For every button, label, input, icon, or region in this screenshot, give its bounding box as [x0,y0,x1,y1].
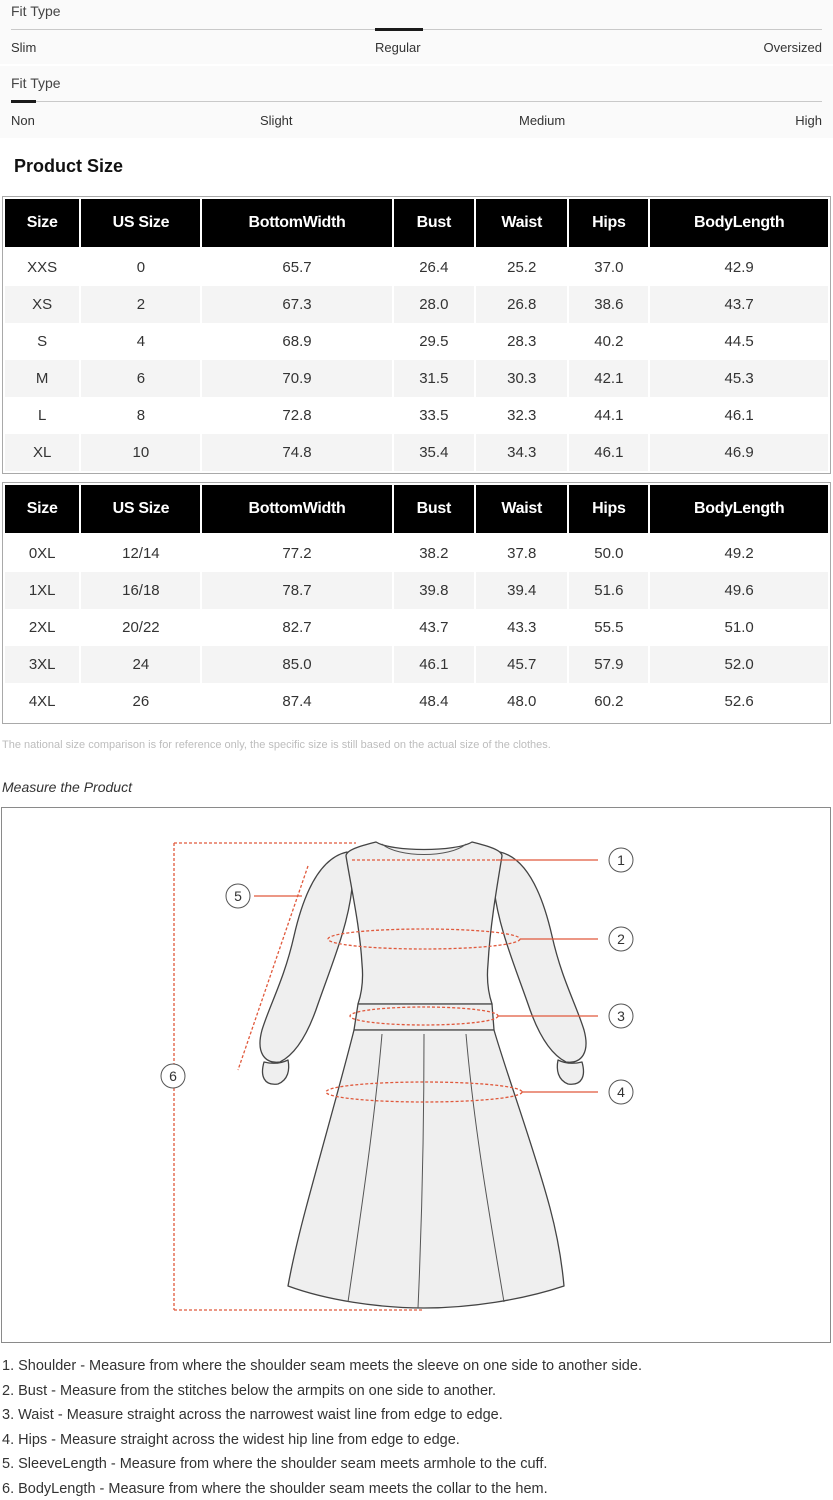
table-cell: 52.0 [650,646,828,683]
table-cell: 77.2 [282,545,312,562]
table-row [5,535,828,572]
table-row [5,249,828,286]
table-row [5,683,828,720]
table-cell: 72.8 [282,407,312,424]
table-cell: 4 [136,333,146,350]
instruction-waist: 3. Waist - Measure straight across the narrowest waist line from edge to edge. [2,1407,503,1424]
table-cell: 31.5 [394,360,474,397]
table-cell: 43.7 [419,619,449,636]
table-cell: 42.1 [569,360,648,397]
table-cell: 25.2 [507,259,537,276]
table-row [5,286,828,323]
marker-5: 5 [234,888,242,904]
instruction-shoulder: 1. Shoulder - Measure from where the shoulder seam meets the sleeve on one side to another side. [2,1358,642,1374]
table-cell: 85.0 [202,646,391,683]
fit-type-selected-marker [11,100,36,103]
table-cell: 51.6 [569,572,648,609]
table-cell: 39.8 [394,572,474,609]
table-cell: 70.9 [202,360,391,397]
marker-2: 2 [617,931,625,947]
table-cell: 46.9 [650,434,828,471]
table-cell: 74.8 [202,434,391,471]
table-cell: 78.7 [202,572,391,609]
table-cell: 0XL [28,545,56,562]
table-row [5,323,828,360]
table-cell: 45.3 [650,360,828,397]
table-cell: 16/18 [81,572,200,609]
measure-instructions [2,1356,832,1500]
table-cell: 43.3 [507,619,537,636]
table-cell: 50.0 [594,545,624,562]
marker-1: 1 [617,852,625,868]
table-cell: 68.9 [282,333,312,350]
table-cell: 2 [81,286,200,323]
table-cell: XL [5,434,79,471]
fit-type-title: Fit Type [11,3,61,19]
table-cell: 2XL [28,619,56,636]
table-cell: 57.9 [569,646,648,683]
table-cell: 51.0 [724,619,754,636]
table-cell: 4XL [28,693,56,710]
column-header: US Size [81,483,200,535]
table-row [5,646,828,683]
right-cuff [557,1060,583,1084]
bodice [346,842,502,1004]
marker-6: 6 [169,1068,177,1084]
fit-option-slight: Slight [260,113,293,128]
table-cell: 12/14 [122,545,160,562]
column-header: Hips [569,197,648,249]
table-cell: 49.2 [724,545,754,562]
fit-option-medium: Medium [519,113,566,128]
table-cell: 46.1 [394,646,474,683]
table-cell: 46.1 [569,434,648,471]
table-cell: 28.3 [507,333,537,350]
table-cell: 26.8 [476,286,567,323]
table-cell: XS [5,286,79,323]
table-cell: L [38,407,47,424]
table-row [5,434,828,471]
table-row [5,360,828,397]
table-cell: 52.6 [724,693,754,710]
table-cell: 26 [132,693,150,710]
fit-type-track [11,101,822,102]
table-cell: 28.0 [394,286,474,323]
table-cell: 38.2 [419,545,449,562]
table-cell: M [5,360,79,397]
dress-illustration [2,808,832,1344]
table-cell: 55.5 [594,619,624,636]
instruction-hips: 4. Hips - Measure straight across the widest hip line from edge to edge. [2,1431,460,1448]
instruction-body-length: 6. BodyLength - Measure from where the shoulder seam meets the collar to the hem. [2,1480,548,1497]
table-cell: 38.6 [569,286,648,323]
table-cell: 65.7 [282,259,312,276]
size-note: The national size comparison is for reference only, the specific size is still based on the actual size of the clothes. [2,739,551,751]
table-cell: 48.0 [507,693,537,710]
fit-option-high: High [795,113,822,128]
measure-diagram [1,807,831,1343]
table-cell: 37.0 [594,259,624,276]
column-header: Hips [569,483,648,535]
table-cell: 20/22 [122,619,160,636]
column-header: BottomWidth [202,483,391,535]
column-header: BottomWidth [202,197,391,249]
table-cell: 67.3 [202,286,391,323]
skirt [288,1030,564,1308]
marker-3: 3 [617,1008,625,1024]
table-cell: 43.7 [650,286,828,323]
column-header: US Size [81,197,200,249]
column-header: Size [5,483,79,535]
table-cell: 10 [81,434,200,471]
table-cell: 32.3 [507,407,537,424]
fit-type-slim-regular-oversized [0,0,833,64]
table-cell: 44.5 [724,333,754,350]
table-cell: 45.7 [476,646,567,683]
table-cell: 8 [136,407,146,424]
waistband [354,1004,494,1030]
table-cell: 48.4 [419,693,449,710]
column-header: BodyLength [650,483,828,535]
left-sleeve [260,852,352,1062]
table-row [5,572,828,609]
column-header: Waist [476,197,567,249]
table-cell: 42.9 [724,259,754,276]
fit-type-selected-marker [375,28,423,31]
table-cell: 60.2 [594,693,624,710]
instruction-sleeve-length: 5. SleeveLength - Measure from where the shoulder seam meets armhole to the cuff. [2,1456,548,1473]
marker-4: 4 [617,1084,625,1100]
product-size-title: Product Size [14,156,124,176]
measure-title: Measure the Product [2,779,132,795]
column-header: Size [5,197,79,249]
fit-option-slim: Slim [11,40,37,55]
table-cell: 24 [81,646,200,683]
table-cell: S [37,333,48,350]
table-cell: 6 [81,360,200,397]
fit-type-stretch [0,66,833,138]
fit-type-title: Fit Type [11,75,61,91]
column-header: Waist [476,483,567,535]
table-cell: 40.2 [594,333,624,350]
table-row [5,397,828,434]
size-table-regular [2,196,831,474]
table-cell: 35.4 [394,434,474,471]
table-cell: 37.8 [507,545,537,562]
fit-option-non: Non [11,113,35,128]
table-row [5,609,828,646]
table-cell: 1XL [5,572,79,609]
table-cell: 39.4 [476,572,567,609]
table-cell: 46.1 [724,407,754,424]
table-cell: 87.4 [282,693,312,710]
left-cuff [263,1060,289,1084]
table-cell: 44.1 [594,407,624,424]
table-cell: 0 [136,259,146,276]
instruction-bust: 2. Bust - Measure from the stitches below the armpits on one side to another. [2,1382,497,1399]
column-header: Bust [394,483,474,535]
table-cell: 26.4 [419,259,449,276]
table-cell: 33.5 [419,407,449,424]
size-table-plus [2,482,831,724]
table-cell: 3XL [5,646,79,683]
column-header: BodyLength [650,197,828,249]
table-cell: 82.7 [282,619,312,636]
table-cell: 49.6 [650,572,828,609]
table-cell: 29.5 [419,333,449,350]
right-sleeve [494,852,586,1062]
fit-option-regular: Regular [375,40,421,55]
column-header: Bust [394,197,474,249]
table-cell: 34.3 [476,434,567,471]
table-cell: XXS [27,259,58,276]
table-cell: 30.3 [476,360,567,397]
fit-option-oversized: Oversized [763,40,822,55]
